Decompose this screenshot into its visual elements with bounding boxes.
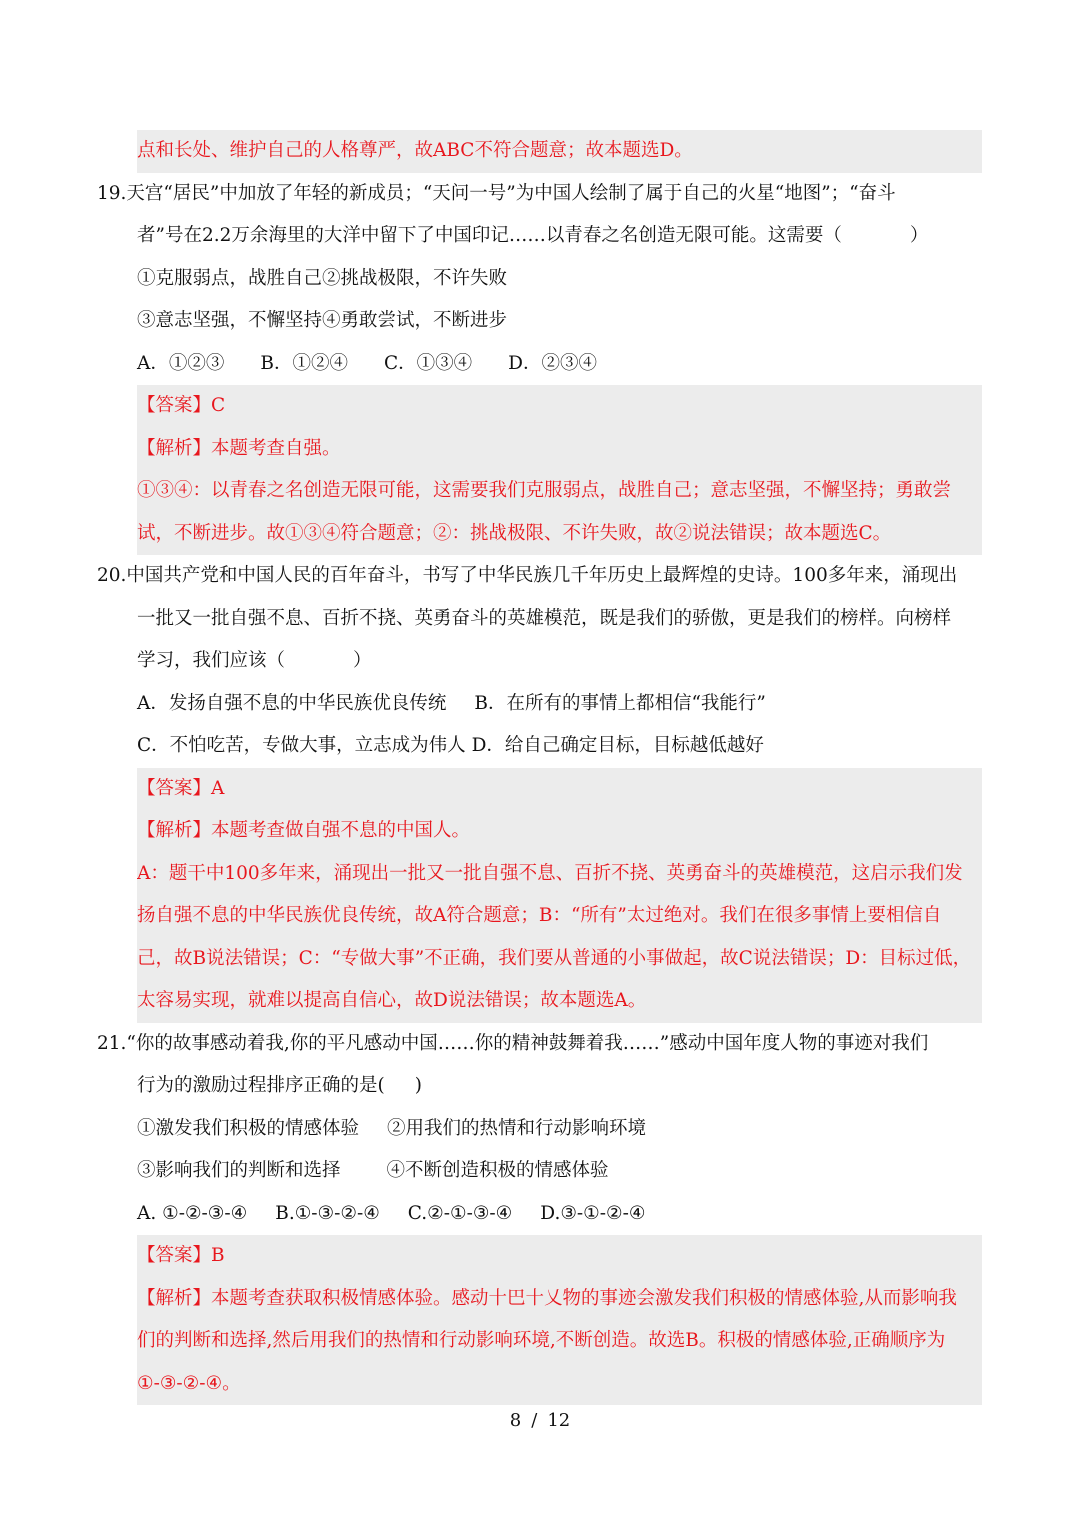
- q19-stem-text-2: 者”号在2.2万余海里的大洋中留下了中国印记……以青春之名创造无限可能。这需要（: [137, 225, 842, 246]
- q20-stem-line-1: [0, 555, 1080, 598]
- q21-items-row-2: [0, 1150, 1080, 1193]
- q21-paren-close: ): [414, 1075, 422, 1096]
- q19-answer: 【答案】C: [137, 385, 982, 428]
- q21-stem-line-2: [0, 1065, 1080, 1108]
- page-content: [0, 130, 1080, 1405]
- q21-option-b: B.①-③-②-④: [275, 1202, 380, 1224]
- q20-analysis-line-3: 己，故B说法错误；C：“专做大事”不正确，我们要从普通的小事做起，故C说法错误；D：目标过低，: [137, 938, 982, 981]
- q19-stem-line-2: [0, 215, 1080, 258]
- q21-option-c: C.②-①-③-④: [407, 1202, 513, 1224]
- q20-option-a: A．发扬自强不息的中华民族优良传统: [137, 692, 447, 714]
- q21-options: [0, 1193, 1080, 1236]
- page-footer: [0, 1410, 1080, 1431]
- q20-number: 20.: [97, 565, 127, 586]
- q19-item-1: ①克服弱点，战胜自己②挑战极限，不许失败: [137, 267, 508, 289]
- q20-answer: 【答案】A: [137, 768, 982, 811]
- q21-analysis-line-1: 【解析】本题考查获取积极情感体验。感动十巴十乂物的事迹会激发我们积极的情感体验,从而影响我: [137, 1278, 982, 1321]
- q21-analysis-line-3: ①-③-②-④。: [137, 1363, 982, 1406]
- q20-options-row-1: [0, 683, 1080, 726]
- q21-stem-text-2: 行为的激励过程排序正确的是(: [137, 1075, 385, 1096]
- q21-item-2: ②用我们的热情和行动影响环境: [387, 1117, 647, 1139]
- q21-stem-text-1: “你的故事感动着我,你的平凡感动中国……你的精神鼓舞着我……”感动中国年度人物的事迹对我们: [126, 1032, 929, 1054]
- q20-analysis-line-2: 扬自强不息的中华民族优良传统，故A符合题意；B：“所有”太过绝对。我们在很多事情上要相信自: [137, 895, 982, 938]
- q19-stem-text-1: 天宫“居民”中加放了年轻的新成员；“天问一号”为中国人绘制了属于自己的火星“地图”；“奋斗: [126, 182, 896, 204]
- q20-analysis-line-1: A：题干中100多年来，涌现出一批又一批自强不息、百折不挠、英勇奋斗的英雄模范，这启示我们发: [137, 853, 982, 896]
- q21-number: 21.: [97, 1032, 127, 1054]
- q20-stem-line-3: [0, 640, 1080, 683]
- q19-option-a: A．①②③: [137, 352, 225, 374]
- page-separator: /: [531, 1410, 538, 1431]
- q20-option-d: D．给自己确定目标，目标越低越好: [471, 735, 764, 756]
- q19-option-c: C．①③④: [383, 352, 473, 374]
- q20-stem-text-3: 学习，我们应该（: [137, 650, 286, 671]
- q20-option-c: C．不怕吃苦，专做大事，立志成为伟人: [137, 735, 466, 756]
- q21-option-d: D.③-①-②-④: [540, 1202, 646, 1224]
- q20-options-row-2: [0, 725, 1080, 768]
- q19-option-b: B．①②④: [260, 352, 348, 374]
- q19-stem-line-1: [0, 173, 1080, 216]
- q19-analysis-title: 【解析】本题考查自强。: [137, 428, 982, 471]
- q21-stem-line-1: [0, 1023, 1080, 1066]
- q21-items-row-1: [0, 1108, 1080, 1151]
- q20-stem-text-1: 中国共产党和中国人民的百年奋斗，书写了中华民族几千年历史上最辉煌的史诗。100多年来，涌现出: [126, 565, 958, 586]
- q21-answer: 【答案】B: [137, 1235, 982, 1278]
- q21-item-1: ①激发我们积极的情感体验: [137, 1117, 360, 1139]
- q20-stem-line-2: 一批又一批自强不息、百折不挠、英勇奋斗的英雄模范，既是我们的骄傲，更是我们的榜样。向榜样: [137, 607, 952, 629]
- q19-options: [0, 343, 1080, 386]
- q21-item-3: ③影响我们的判断和选择: [137, 1160, 341, 1181]
- q20-option-b: B．在所有的事情上都相信“我能行”: [474, 692, 766, 714]
- q20-paren-close: ）: [353, 650, 372, 671]
- q21-option-a: A. ①-②-③-④: [137, 1202, 248, 1224]
- page-total: 12: [547, 1410, 571, 1431]
- q20-analysis-line-4: 太容易实现，就难以提高自信心，故D说法错误；故本题选A。: [137, 980, 982, 1023]
- prev-analysis-tail: [137, 130, 982, 173]
- prev-analysis-text: 点和长处、维护自己的人格尊严，故ABC不符合题意；故本题选D。: [137, 140, 693, 161]
- q20-analysis-title: 【解析】本题考查做自强不息的中国人。: [137, 810, 982, 853]
- q19-item-2: ③意志坚强，不懈坚持④勇敢尝试，不断进步: [137, 310, 508, 331]
- q21-item-4: ④不断创造积极的情感体验: [386, 1160, 609, 1181]
- q19-analysis-line-2: 试，不断进步。故①③④符合题意；②：挑战极限、不许失败，故②说法错误；故本题选C。: [137, 513, 982, 556]
- q19-option-d: D．②③④: [508, 352, 597, 374]
- q19-paren-close: ）: [909, 225, 929, 246]
- q19-number: 19.: [97, 182, 127, 204]
- page-number: 8: [509, 1410, 522, 1431]
- q21-analysis-line-2: 们的判断和选择,然后用我们的热情和行动影响环境,不断创造。故选B。积极的情感体验,正确顺序为: [137, 1320, 982, 1363]
- q19-analysis-line-1: ①③④：以青春之名创造无限可能，这需要我们克服弱点，战胜自己；意志坚强，不懈坚持；勇敢尝: [137, 470, 982, 513]
